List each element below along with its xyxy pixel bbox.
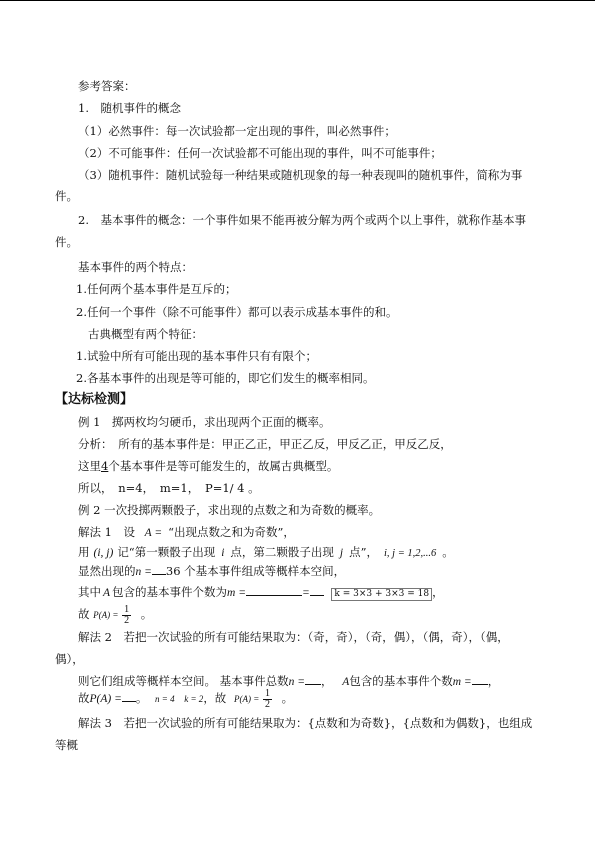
classical-features-title: 古典概型有两个特征： xyxy=(88,327,203,341)
basic-event-def-cont: 件。 xyxy=(55,235,78,249)
section-title: 【达标检测】 xyxy=(55,392,134,407)
example-1-analysis: 分析： 所有的基本事件是：甲正乙正，甲正乙反，甲反乙正，甲反乙反， xyxy=(78,437,452,451)
example-1-note: 这里4个基本事件是等可能发生的，故属古典概型。 xyxy=(78,459,339,473)
basic-event-def: 2. 基本事件的概念：一个事件如果不能再被分解为两个或两个以上事件，就称作基本事 xyxy=(78,213,526,227)
solution-2-setup: 解法 2 若把一次试验的所有可能结果取为：（奇，奇），（奇，偶），（偶，奇），（偶， xyxy=(78,630,509,644)
solution-2-probability: 故P(A) = 。 n = 4 k = 2，故 P(A) = $\frac{1}{2}$ 。 xyxy=(78,687,294,710)
example-1: 例 1 掷两枚均匀硬币，求出现两个正面的概率。 xyxy=(78,415,331,429)
page-top-rule xyxy=(0,0,595,1)
classical-feature-1: 1.试验中所有可能出现的基本事件只有有限个； xyxy=(76,349,317,363)
solution-1-sample-space: 显然出现的n = 36 个基本事件组成等概样本空间， xyxy=(78,564,346,578)
answer-heading: 参考答案： xyxy=(78,79,136,93)
basic-event-feature-1: 1.任何两个基本事件是互斥的； xyxy=(76,282,237,296)
certain-event-def: （1）必然事件：每一次试验都一定出现的事件，叫必然事件； xyxy=(78,124,396,138)
random-event-def-cont: 件。 xyxy=(55,189,78,203)
solution-1-notation: 用 (i, j) 记“第一颗骰子出现 i 点，第二颗骰子出现 j 点”， i, j = 1,2,...6 。 xyxy=(78,545,454,559)
example-2: 例 2 一次投掷两颗骰子，求出现的点数之和为奇数的概率。 xyxy=(78,503,381,517)
random-event-def: （3）随机事件：随机试验每一种结果或随机现象的每一种表现叫的随机事件，简称为事 xyxy=(78,168,523,182)
solution-2-setup-cont: 偶）， xyxy=(55,652,84,666)
fraction-one-half-2: $\frac{1}{2}$ xyxy=(264,687,270,710)
solution-1-setup: 解法 1 设 A = “出现点数之和为奇数”， xyxy=(78,525,295,539)
basic-event-feature-2: 2.任何一个事件（除不可能事件）都可以表示成基本事件的和。 xyxy=(76,305,398,319)
impossible-event-def: （2）不可能事件：任何一次试验都不可能出现的事件，叫不可能事件； xyxy=(78,146,442,160)
solution-1-count: 其中 A 包含的基本事件个数为m = = k = 3×3 + 3×3 = 18 ， xyxy=(78,585,444,599)
classical-feature-2: 2.各基本事件的出现是等可能的，即它们发生的概率相同。 xyxy=(76,371,375,385)
count-formula-box: k = 3×3 + 3×3 = 18 xyxy=(331,588,432,601)
example-1-result: 所以， n=4， m=1， P=1/ 4 。 xyxy=(78,481,260,495)
solution-3-setup: 解法 3 若把一次试验的所有可能结果取为：{点数和为奇数}，{点数和为偶数}，也组成 xyxy=(78,716,533,730)
solution-1-probability: 故 P(A) = $\frac{1}{2}$ 。 xyxy=(78,603,153,626)
fraction-one-half: $\frac{1}{2}$ xyxy=(124,603,130,626)
solution-3-setup-cont: 等概 xyxy=(55,738,78,752)
item-random-event-title: 1. 随机事件的概念 xyxy=(78,101,181,115)
solution-2-counts: 则它们组成等概样本空间。 基本事件总数n = ， A包含的基本事件个数m = ， xyxy=(78,674,500,688)
basic-event-features-title: 基本事件的两个特点： xyxy=(78,260,193,274)
